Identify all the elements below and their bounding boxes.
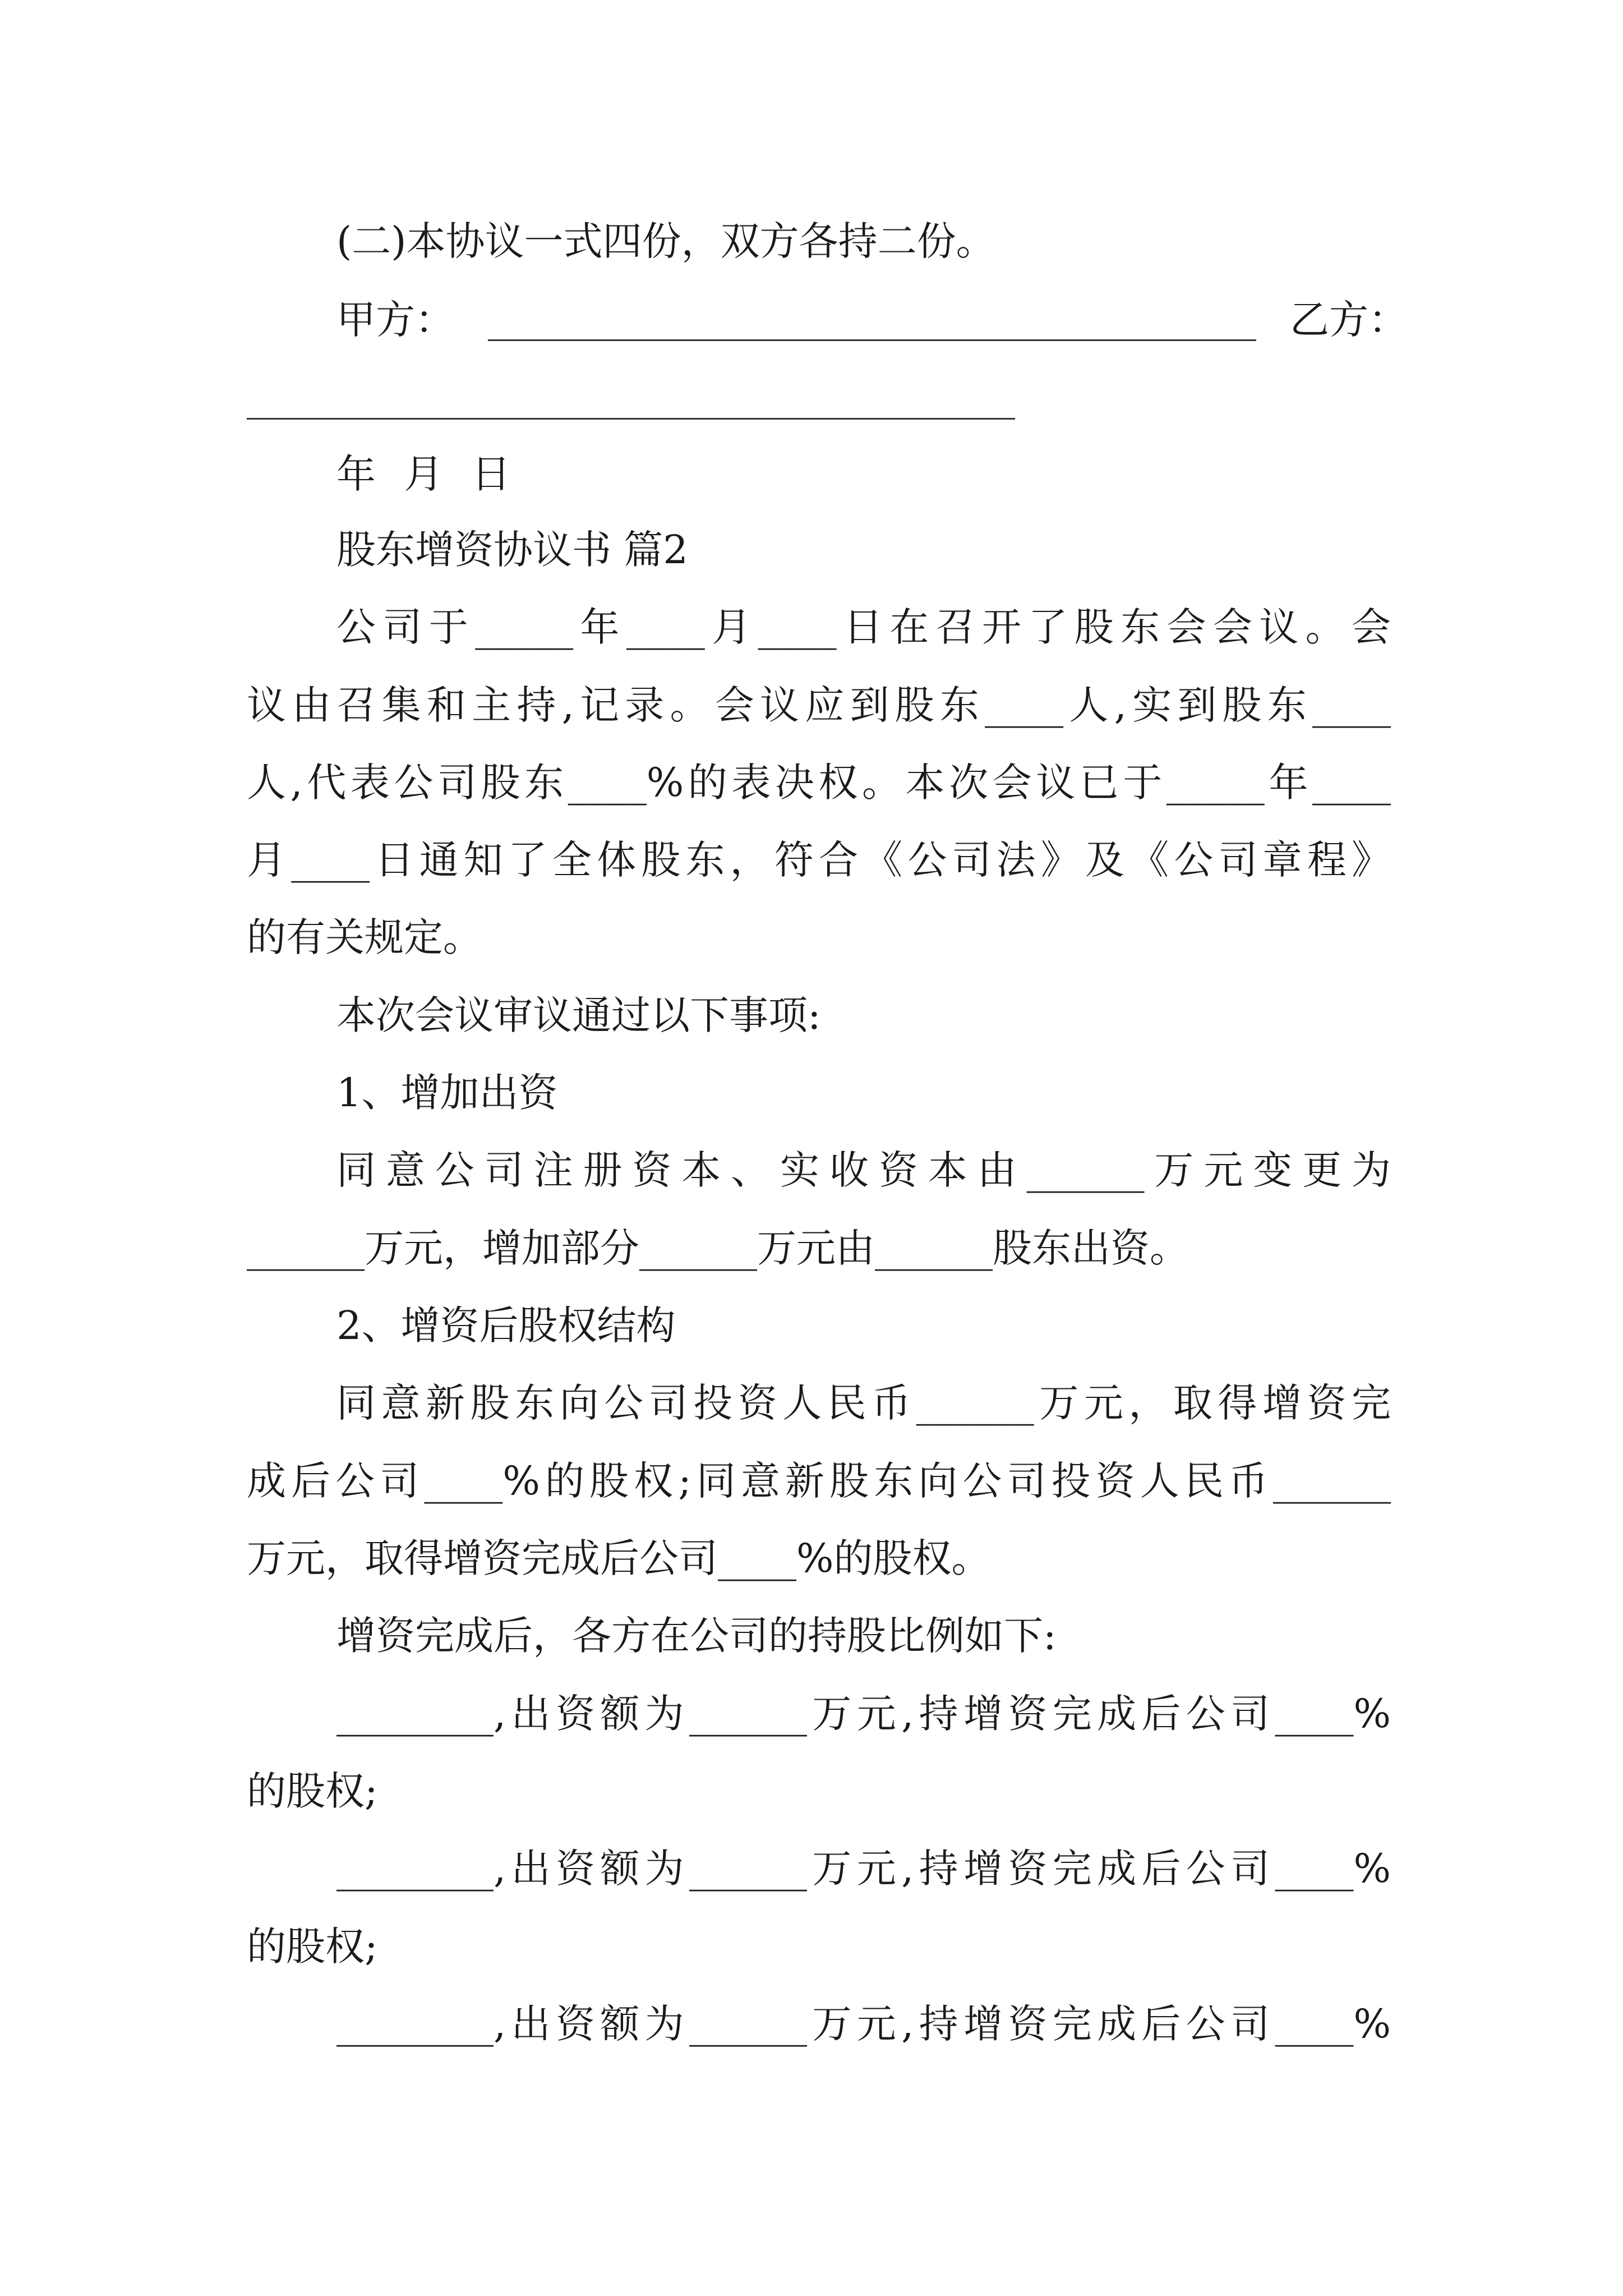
shareholder-entry-line: 的股权; [247, 1924, 378, 1970]
item-1-heading: 1、增加出资 [336, 1070, 558, 1116]
paragraph-line: 万元，取得增资完成后公司____%的股权。 [247, 1535, 991, 1581]
shareholder-entry-line: 的股权; [247, 1768, 378, 1814]
party-a-label: 甲方： [336, 297, 454, 343]
shareholder-entry-line: ________,出资额为______万元,持增资完成后公司____% [336, 2001, 1391, 2047]
paragraph-line: 月____日通知了全体股东，符合《公司法》及《公司章程》 [247, 837, 1391, 883]
paragraph-line: 的有关规定。 [247, 914, 482, 960]
shareholder-entry-line: ________,出资额为______万元,持增资完成后公司____% [336, 1846, 1391, 1892]
clause-copies: (二)本协议一式四份，双方各持二份。 [336, 218, 995, 264]
shareholding-intro: 增资完成后，各方在公司的持股比例如下: [336, 1613, 1057, 1659]
party-a-signature-line [488, 339, 1256, 341]
shareholder-entry-line: ________,出资额为______万元,持增资完成后公司____% [336, 1691, 1391, 1737]
paragraph-line: 公司于_____年____月____日在召开了股东会会议。会 [336, 604, 1391, 650]
party-b-signature-line [247, 418, 1015, 420]
paragraph-line: 同意公司注册资本、实收资本由______万元变更为 [336, 1147, 1391, 1193]
paragraph-line: 成后公司____%的股权;同意新股东向公司投资人民币______ [247, 1458, 1391, 1504]
paragraph-line: 同意新股东向公司投资人民币______万元，取得增资完 [336, 1380, 1391, 1426]
paragraph-line: 议由召集和主持,记录。会议应到股东____人,实到股东____ [247, 682, 1391, 728]
paragraph-line: ______万元，增加部分______万元由______股东出资。 [247, 1225, 1189, 1271]
resolution-intro: 本次会议审议通过以下事项: [336, 992, 821, 1038]
paragraph-line: 人,代表公司股东____%的表决权。本次会议已于_____年____ [247, 760, 1391, 806]
item-2-heading: 2、增资后股权结构 [336, 1303, 676, 1349]
party-b-label: 乙方： [1290, 297, 1408, 343]
date-line: 年 月 日 [336, 451, 511, 497]
section-title: 股东增资协议书 篇2 [336, 527, 688, 573]
